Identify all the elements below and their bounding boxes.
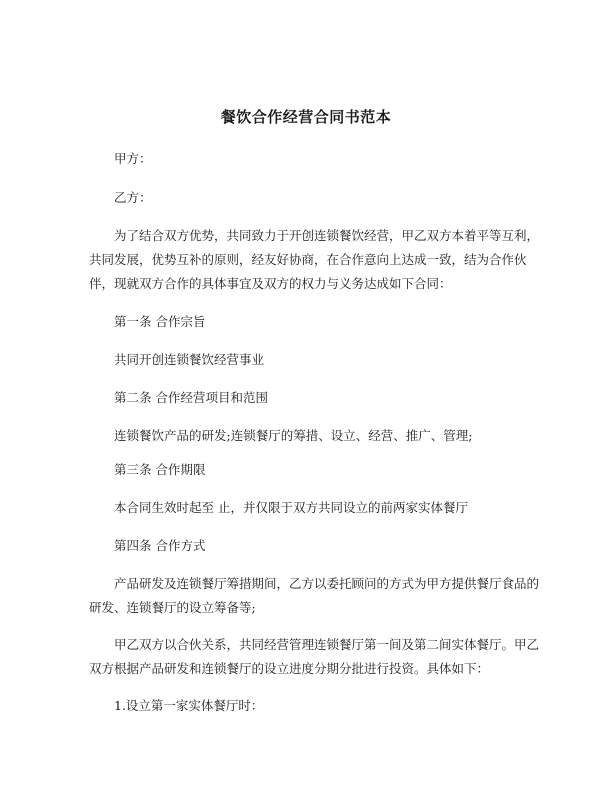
document-title: 餐饮合作经营合同书范本 <box>220 108 392 126</box>
party-a-line: 甲方： <box>114 151 152 166</box>
article-4-para-2-line-1: 甲乙双方以合伙关系，共同经营管理连锁餐厅第一间及第二间实体餐厅。甲乙 <box>114 637 540 652</box>
article-3-heading: 第三条 合作期限 <box>114 462 206 477</box>
article-3-body: 本合同生效时起至 止，并仅限于双方共同设立的前两家实体餐厅 <box>114 500 468 515</box>
article-4-para-1-line-2: 研发、连锁餐厅的设立筹备等; <box>89 600 256 615</box>
item-1-line: 1.设立第一家实体餐厅时： <box>114 698 264 713</box>
article-2-body: 连锁餐饮产品的研发;连锁餐厅的筹措、设立、经营、推广、管理; <box>114 428 473 443</box>
party-b-line: 乙方： <box>114 190 152 205</box>
article-1-heading: 第一条 合作宗旨 <box>114 314 206 329</box>
article-2-heading: 第二条 合作经营项目和范围 <box>114 390 268 405</box>
article-4-para-2-line-2: 双方根据产品研发和连锁餐厅的设立进度分期分批进行投资。具体如下： <box>89 661 490 676</box>
article-4-heading: 第四条 合作方式 <box>114 538 206 553</box>
preamble-line-3: 伴，现就双方合作的具体事宜及双方的权力与义务达成如下合同： <box>89 276 452 291</box>
preamble-line-2: 共同发展，优势互补的原则，经友好协商，在合作意向上达成一致，结为合作伙 <box>89 252 527 267</box>
article-1-body: 共同开创连锁餐饮经营事业 <box>114 352 265 367</box>
preamble-line-1: 为了结合双方优势，共同致力于开创连锁餐饮经营，甲乙双方本着平等互利， <box>114 228 540 243</box>
article-4-para-1-line-1: 产品研发及连锁餐厅筹措期间，乙方以委托顾问的方式为甲方提供餐厅食品的 <box>114 576 540 591</box>
